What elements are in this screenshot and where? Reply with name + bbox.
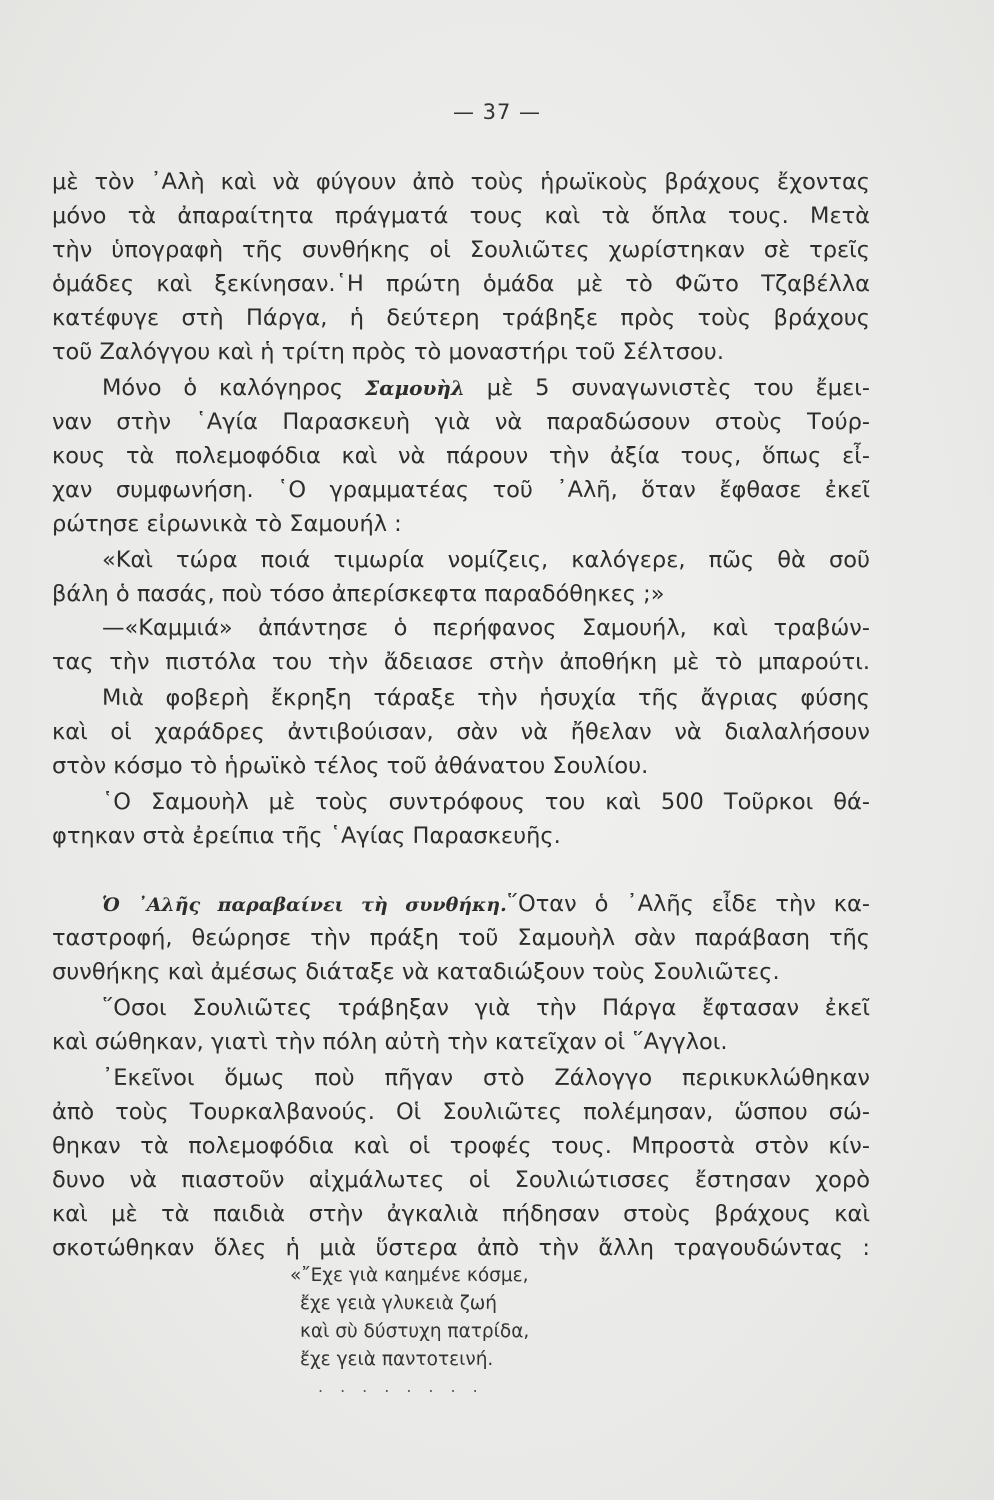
text-line: σκοτώθηκαν ὅλες ἡ μιὰ ὕστερα ἀπὸ τὴν ἄλλη τραγουδώντας : xyxy=(52,1235,870,1261)
text-line: ὁμάδες καὶ ξεκίνησαν.῾Η πρώτη ὁμάδα μὲ τὸ Φῶτο Τζαβέλλα xyxy=(52,271,870,297)
text-line: Μιὰ φοβερὴ ἔκρηξη τάραξε τὴν ἡσυχία τῆς ἄγριας φύσης xyxy=(102,685,870,711)
verse-line: ἔχε γειὰ γλυκειὰ ζωή xyxy=(300,1293,497,1314)
text-line: καὶ οἱ χαράδρες ἀντιβούισαν, σὰν νὰ ἤθελαν νὰ διαλαλήσουν xyxy=(52,719,870,745)
text-line: θηκαν τὰ πολεμοφόδια καὶ οἱ τροφές τους. Μπροστὰ στὸν κίν- xyxy=(52,1133,870,1159)
verse-line: ἔχε γειὰ παντοτεινή. xyxy=(300,1349,494,1370)
text-line: καὶ μὲ τὰ παιδιὰ στὴν ἀγκαλιὰ πήδησαν στοὺς βράχους καὶ xyxy=(52,1201,870,1227)
text-line: χαν συμφωνήση. ῾Ο γραμματέας τοῦ ᾿Αλῆ, ὅταν ἔφθασε ἐκεῖ xyxy=(52,477,870,503)
text-line: ῞Οσοι Σουλιῶτες τράβηξαν γιὰ τὴν Πάργα ἔφτασαν ἐκεῖ xyxy=(102,995,870,1021)
verse-ellipsis: ........ xyxy=(318,1377,495,1396)
text-line: κους τὰ πολεμοφόδια καὶ νὰ πάρουν τὴν ἀξία τους, ὅπως εἶ- xyxy=(52,443,870,469)
text-line: «Καὶ τώρα ποιά τιμωρία νομίζεις, καλόγερε, πῶς θὰ σοῦ xyxy=(102,547,870,573)
text-line: μὲ τὸν ᾿Αλὴ καὶ νὰ φύγουν ἀπὸ τοὺς ἡρωϊκοὺς βράχους ἔχοντας xyxy=(52,169,870,195)
text-segment: ῞Οταν ὁ ᾿Αλῆς εἶδε τὴν κα- xyxy=(506,891,870,917)
text-line: —«Καμμιά» ἀπάντησε ὁ περήφανος Σαμουήλ, καὶ τραβών- xyxy=(102,615,870,641)
text-line: τοῦ Ζαλόγγου καὶ ἡ τρίτη πρὸς τὸ μοναστήρι τοῦ Σέλτσου. xyxy=(52,339,724,365)
text-line: καὶ σώθηκαν, γιατὶ τὴν πόλη αὐτὴ τὴν κατεῖχαν οἱ ῞Αγγλοι. xyxy=(52,1029,728,1055)
text-line xyxy=(102,373,870,403)
text-line: στὸν κόσμο τὸ ἡρωϊκὸ τέλος τοῦ ἀθάνατου Σουλίου. xyxy=(52,753,649,779)
text-line: ταστροφή, θεώρησε τὴν πράξη τοῦ Σαμουὴλ σὰν παράβαση τῆς xyxy=(52,925,870,951)
text-line: ᾿Εκεῖνοι ὅμως ποὺ πῆγαν στὸ Ζάλογγο περικυκλώθηκαν xyxy=(102,1065,870,1091)
text-segment: Μόνο ὁ καλόγηρος xyxy=(102,375,344,401)
text-line: δυνο νὰ πιαστοῦν αἰχμάλωτες οἱ Σουλιώτισσες ἔστησαν χορὸ xyxy=(52,1167,870,1193)
verse-line: καὶ σὺ δύστυχη πατρίδα, xyxy=(300,1321,530,1342)
text-line: ρώτησε εἰρωνικὰ τὸ Σαμουήλ : xyxy=(52,511,402,537)
text-line: βάλη ὁ πασάς, ποὺ τόσο ἀπερίσκεφτα παραδόθηκες ;» xyxy=(52,581,665,607)
text-line: φτηκαν στὰ ἐρείπια τῆς ῾Αγίας Παρασκευῆς. xyxy=(52,823,561,849)
text-line: μόνο τὰ ἀπαραίτητα πράγματά τους καὶ τὰ ὅπλα τους. Μετὰ xyxy=(52,203,870,229)
page-number: — 37 — xyxy=(452,100,542,124)
text-line: τας τὴν πιστόλα του τὴν ἄδειασε στὴν ἀποθήκη μὲ τὸ μπαρούτι. xyxy=(52,649,870,675)
text-line: συνθήκης καὶ ἀμέσως διάταξε νὰ καταδιώξουν τοὺς Σουλιῶτες. xyxy=(52,959,780,985)
text-line xyxy=(102,889,870,920)
text-line: ῾Ο Σαμουὴλ μὲ τοὺς συντρόφους του καὶ 500 Τοῦρκοι θά- xyxy=(102,789,870,815)
section-heading: Ὁ ᾿Αλῆς παραβαίνει τὴ συνθήκη. xyxy=(102,894,507,916)
text-line: τὴν ὑπογραφὴ τῆς συνθήκης οἱ Σουλιῶτες χωρίστηκαν σὲ τρεῖς xyxy=(52,237,870,263)
text-segment: μὲ 5 συναγωνιστὲς του ἔμει- xyxy=(486,375,870,401)
text-line: ἀπὸ τοὺς Τουρκαλβανούς. Οἱ Σουλιῶτες πολέμησαν, ὥσπου σώ- xyxy=(52,1099,870,1125)
text-line: ναν στὴν ῾Αγία Παρασκευὴ γιὰ νὰ παραδώσουν στοὺς Τούρ- xyxy=(52,409,870,435)
text-line: κατέφυγε στὴ Πάργα, ἡ δεύτερη τράβηξε πρὸς τοὺς βράχους xyxy=(52,305,870,331)
verse-line: «῎Εχε γιὰ καημένε κόσμε, xyxy=(290,1265,529,1286)
italic-name: Σαμουὴλ xyxy=(364,376,465,400)
